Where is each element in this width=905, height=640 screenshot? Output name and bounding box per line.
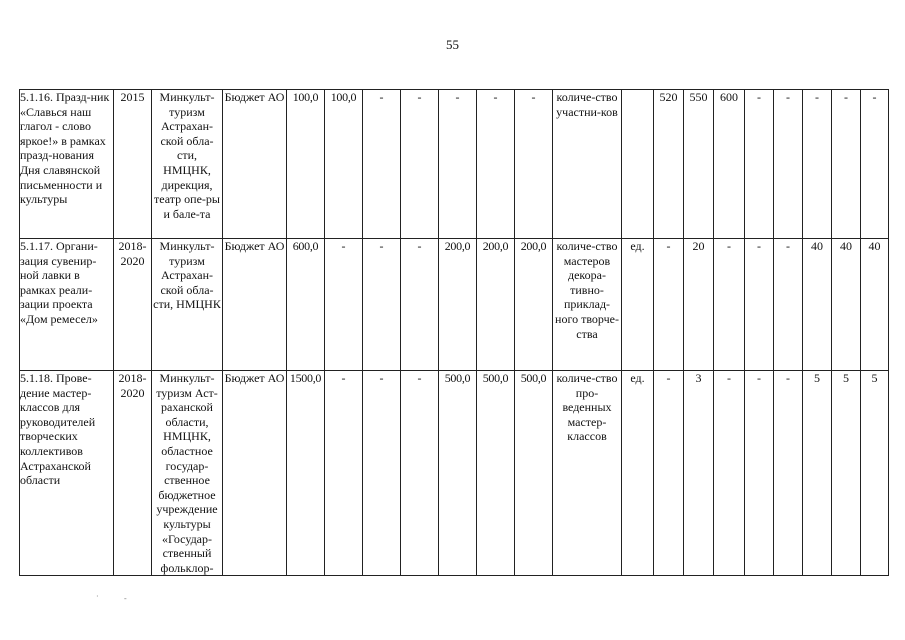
amount-cell: - xyxy=(401,90,439,239)
program-table xyxy=(19,89,889,576)
value-cell: - xyxy=(745,90,774,239)
amount-cell: - xyxy=(363,90,401,239)
value-cell: - xyxy=(654,371,684,576)
value-cell: - xyxy=(774,90,803,239)
value-cell: 20 xyxy=(684,239,714,371)
amount-cell: 200,0 xyxy=(515,239,553,371)
scan-speck: · xyxy=(96,592,99,601)
value-cell: - xyxy=(745,239,774,371)
funding-source-cell: Бюджет АО xyxy=(223,371,287,576)
indicator-cell: количе-ство мастеров декора-тивно-приклад-ного творче-ства xyxy=(553,239,622,371)
amount-cell: 100,0 xyxy=(325,90,363,239)
value-cell: - xyxy=(774,239,803,371)
executor-cell: Минкульт-туризм Астрахан-ской обла-сти, НМЦНК xyxy=(152,239,223,371)
value-cell: 550 xyxy=(684,90,714,239)
value-cell: 40 xyxy=(803,239,832,371)
value-cell: - xyxy=(654,239,684,371)
amount-cell: 500,0 xyxy=(515,371,553,576)
unit-cell xyxy=(622,90,654,239)
amount-cell: 500,0 xyxy=(439,371,477,576)
amount-cell: - xyxy=(401,371,439,576)
amount-cell: - xyxy=(325,239,363,371)
value-cell: 5 xyxy=(803,371,832,576)
value-cell: 5 xyxy=(861,371,889,576)
amount-cell: - xyxy=(515,90,553,239)
table-row xyxy=(20,239,889,371)
table-row xyxy=(20,90,889,239)
amount-total: 1500,0 xyxy=(287,371,325,576)
value-cell: 40 xyxy=(832,239,861,371)
indicator-cell: количе-ство участни-ков xyxy=(553,90,622,239)
measure-name: 5.1.16. Празд-ник «Славься наш глагол - слово яркое!» в рамках празд-нования Дня славянской письменности и культуры xyxy=(20,90,114,239)
scan-speck: - xyxy=(124,594,127,603)
funding-source-cell: Бюджет АО xyxy=(223,90,287,239)
amount-cell: - xyxy=(363,239,401,371)
measure-name: 5.1.17. Органи-зация сувенир-ной лавки в рамках реали-зации проекта «Дом ремесел» xyxy=(20,239,114,371)
years-cell: 2015 xyxy=(114,90,152,239)
amount-total: 600,0 xyxy=(287,239,325,371)
amount-cell: - xyxy=(325,371,363,576)
value-cell: 40 xyxy=(861,239,889,371)
measure-name: 5.1.18. Прове-дение мастер-классов для руководителей творческих коллективов Астраханской области xyxy=(20,371,114,576)
amount-cell: 200,0 xyxy=(439,239,477,371)
unit-cell: ед. xyxy=(622,239,654,371)
page-number: 55 xyxy=(446,37,459,52)
value-cell: - xyxy=(714,239,745,371)
value-cell: - xyxy=(774,371,803,576)
value-cell: 600 xyxy=(714,90,745,239)
table-row xyxy=(20,371,889,576)
value-cell: 520 xyxy=(654,90,684,239)
years-cell: 2018-2020 xyxy=(114,239,152,371)
amount-total: 100,0 xyxy=(287,90,325,239)
executor-cell: Минкульт-туризм Аст-раханской области, НМЦНК, областное государ-ственное бюджетное учреждение культуры «Государ-ственный фольклор- xyxy=(152,371,223,576)
amount-cell: - xyxy=(401,239,439,371)
value-cell: - xyxy=(803,90,832,239)
amount-cell: 200,0 xyxy=(477,239,515,371)
value-cell: - xyxy=(714,371,745,576)
value-cell: - xyxy=(861,90,889,239)
indicator-cell: количе-ство про-веденных мастер-классов xyxy=(553,371,622,576)
unit-cell: ед. xyxy=(622,371,654,576)
amount-cell: - xyxy=(363,371,401,576)
years-cell: 2018-2020 xyxy=(114,371,152,576)
funding-source-cell: Бюджет АО xyxy=(223,239,287,371)
amount-cell: 500,0 xyxy=(477,371,515,576)
value-cell: 5 xyxy=(832,371,861,576)
executor-cell: Минкульт-туризм Астрахан-ской обла-сти, НМЦНК, дирекция, театр опе-ры и бале-та xyxy=(152,90,223,239)
value-cell: - xyxy=(832,90,861,239)
value-cell: - xyxy=(745,371,774,576)
value-cell: 3 xyxy=(684,371,714,576)
amount-cell: - xyxy=(439,90,477,239)
amount-cell: - xyxy=(477,90,515,239)
